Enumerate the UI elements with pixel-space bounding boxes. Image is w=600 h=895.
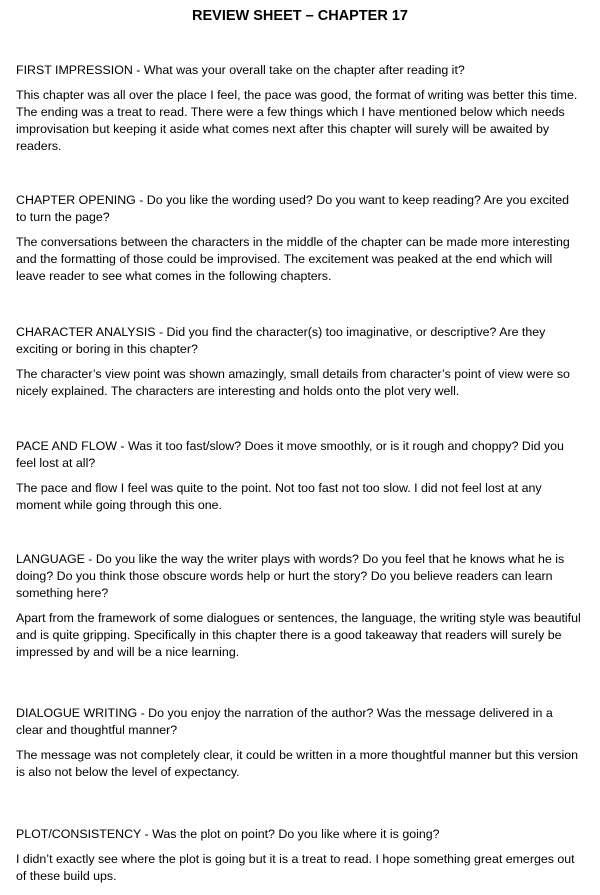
section-character-analysis [16,324,582,400]
section-answer: I didn’t exactly see where the plot is going but it is a treat to read. I hope something great emerges out of these build ups. [16,852,575,883]
section-chapter-opening [16,192,582,285]
section-language [16,551,582,661]
section-first-impression [16,62,582,155]
section-answer: The conversations between the characters in the middle of the chapter can be made more interesting and the formatting of those could be improvised. The excitement was peaked at the end which will leave reader to see what comes in the following chapters. [16,235,570,283]
section-question: PLOT/CONSISTENCY - Was the plot on point? Do you like where it is going? [16,827,440,841]
section-question: CHARACTER ANALYSIS - Did you find the character(s) too imaginative, or descriptive? Are they exciting or boring in this chapter? [16,325,546,356]
section-question: FIRST IMPRESSION - What was your overall take on the chapter after reading it? [16,63,465,77]
section-plot-consistency [16,826,582,885]
section-answer: The message was not completely clear, it could be written in a more thoughtful manner but this version is also not below the level of expectancy. [16,748,578,779]
section-answer: The character’s view point was shown amazingly, small details from character’s point of view were so nicely explained. The characters are interesting and holds onto the plot very well. [16,367,570,398]
section-question: CHAPTER OPENING - Do you like the wording used? Do you want to keep reading? Are you excited to turn the page? [16,193,570,224]
section-pace-and-flow [16,438,582,514]
section-answer: Apart from the framework of some dialogues or sentences, the language, the writing style was beautiful and is quite gripping. Specifically in this chapter there is a good takeaway that readers will surely be impressed by and will be a nice learning. [16,611,581,659]
section-dialogue-writing [16,705,582,781]
section-answer: This chapter was all over the place I feel, the pace was good, the format of writing was better this time. The ending was a treat to read. There were a few things which I have mentioned below which needs improvisation but keeping it aside what comes next after this chapter will surely will be awaited by readers. [16,88,578,153]
section-question: PACE AND FLOW - Was it too fast/slow? Does it move smoothly, or is it rough and choppy? Did you feel lost at all? [16,439,564,470]
section-answer: The pace and flow I feel was quite to the point. Not too fast not too slow. I did not feel lost at any moment while going through this one. [16,481,542,512]
page-title: REVIEW SHEET – CHAPTER 17 [192,8,408,24]
section-question: LANGUAGE - Do you like the way the writer plays with words? Do you feel that he knows what he is doing? Do you think those obscure words help or hurt the story? Do you believe readers can learn something here? [16,552,565,600]
section-question: DIALOGUE WRITING - Do you enjoy the narration of the author? Was the message delivered in a clear and thoughtful manner? [16,706,553,737]
